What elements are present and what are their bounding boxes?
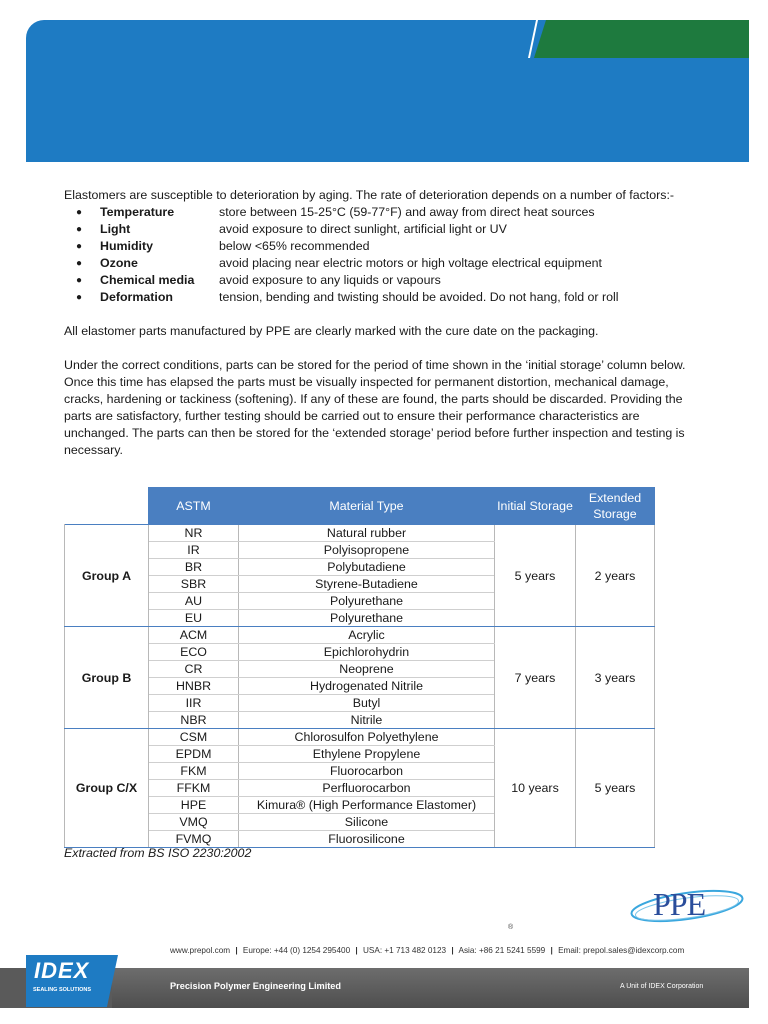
marking-paragraph: All elastomer parts manufactured by PPE are clearly marked with the cure date on the packaging. xyxy=(64,324,599,338)
idex-logo-subtitle: SEALING SOLUTIONS xyxy=(33,987,92,993)
astm-code: CSM xyxy=(149,729,239,746)
material-type: Fluorosilicone xyxy=(239,831,495,848)
factor-name: Temperature xyxy=(100,205,175,219)
astm-code: AU xyxy=(149,593,239,610)
storage-paragraph: Under the correct conditions, parts can be stored for the period of time shown in the ‘initial storage’ column below. Once this time has elapsed the parts must be visually inspected for permanent distortion, mechanical damage, cracks, hardening or tackiness (softening). If any of these are found, the parts should be discarded. Providing the parts are satisfactory, further testing should be carried out to ensure their performance characteristics are unchanged. The parts can then be stored for the ‘extended storage’ period before further inspection and testing is necessary. xyxy=(64,358,686,457)
astm-code: NBR xyxy=(149,712,239,729)
group-label: Group B xyxy=(65,627,149,729)
group-label: Group C/X xyxy=(65,729,149,848)
astm-code: BR xyxy=(149,559,239,576)
bullet-icon: ● xyxy=(76,275,83,286)
factor-name: Ozone xyxy=(100,256,138,270)
initial-storage: 5 years xyxy=(495,525,576,627)
astm-code: FFKM xyxy=(149,780,239,797)
astm-code: VMQ xyxy=(149,814,239,831)
material-type: Fluorocarbon xyxy=(239,763,495,780)
extended-storage: 2 years xyxy=(576,525,655,627)
factor-name: Humidity xyxy=(100,239,154,253)
contact-europe: Europe: +44 (0) 1254 295400 xyxy=(242,946,351,955)
table-caption: Extracted from BS ISO 2230:2002 xyxy=(64,846,252,860)
material-type: Acrylic xyxy=(239,627,495,644)
header-green-tab xyxy=(534,20,749,58)
material-type: Chlorosulfon Polyethylene xyxy=(239,729,495,746)
contact-email[interactable]: Email: prepol.sales@idexcorp.com xyxy=(558,946,685,955)
material-type: Epichlorohydrin xyxy=(239,644,495,661)
factor-description: store between 15-25°C (59-77°F) and away from direct heat sources xyxy=(219,205,595,219)
astm-code: CR xyxy=(149,661,239,678)
footer-company-name: Precision Polymer Engineering Limited xyxy=(170,981,342,991)
initial-storage: 10 years xyxy=(495,729,576,848)
material-type: Polyurethane xyxy=(239,610,495,627)
material-type: Kimura® (High Performance Elastomer) xyxy=(239,797,495,814)
astm-code: IIR xyxy=(149,695,239,712)
material-type: Neoprene xyxy=(239,661,495,678)
footer-unit-note: A Unit of IDEX Corporation xyxy=(620,983,704,990)
astm-code: NR xyxy=(149,525,239,542)
material-type: Natural rubber xyxy=(239,525,495,542)
storage-table xyxy=(64,487,655,848)
bullet-icon: ● xyxy=(76,258,83,269)
factor-item xyxy=(64,255,704,272)
contact-asia: Asia: +86 21 5241 5599 xyxy=(458,946,546,955)
astm-code: ECO xyxy=(149,644,239,661)
factor-name: Chemical media xyxy=(100,273,195,287)
registered-mark: ® xyxy=(508,924,514,931)
material-type: Ethylene Propylene xyxy=(239,746,495,763)
astm-code: EU xyxy=(149,610,239,627)
factor-name: Light xyxy=(100,222,131,236)
astm-code: SBR xyxy=(149,576,239,593)
astm-code: FVMQ xyxy=(149,831,239,848)
contact-usa: USA: +1 713 482 0123 xyxy=(363,946,447,955)
astm-code: FKM xyxy=(149,763,239,780)
astm-code: HNBR xyxy=(149,678,239,695)
ppe-logo-text: PPE xyxy=(653,886,706,922)
table-header-row xyxy=(65,488,655,525)
bullet-icon: ● xyxy=(76,224,83,235)
astm-code: HPE xyxy=(149,797,239,814)
table-row xyxy=(65,627,655,644)
astm-code: EPDM xyxy=(149,746,239,763)
factor-description: avoid exposure to any liquids or vapours xyxy=(219,273,441,287)
astm-code: ACM xyxy=(149,627,239,644)
material-type: Hydrogenated Nitrile xyxy=(239,678,495,695)
bullet-icon: ● xyxy=(76,241,83,252)
idex-logo-text: IDEX xyxy=(34,958,90,983)
material-type: Silicone xyxy=(239,814,495,831)
group-label: Group A xyxy=(65,525,149,627)
header-extended: Extended Storage xyxy=(576,488,655,525)
material-type: Polyisopropene xyxy=(239,542,495,559)
table-row xyxy=(65,729,655,746)
factor-item xyxy=(64,272,704,289)
header-spacer xyxy=(65,488,149,525)
header-material: Material Type xyxy=(239,488,495,525)
header-astm: ASTM xyxy=(149,488,239,525)
factor-description: below <65% recommended xyxy=(219,239,370,253)
contact-bar: www.prepol.com | Europe: +44 (0) 1254 295400 | USA: +1 713 482 0123 | Asia: +86 21 5241 5599 | Email: prepol.sales@idexcorp.com xyxy=(170,946,685,955)
astm-code: IR xyxy=(149,542,239,559)
material-type: Butyl xyxy=(239,695,495,712)
material-type: Perfluorocarbon xyxy=(239,780,495,797)
header-initial: Initial Storage xyxy=(495,488,576,525)
factor-name: Deformation xyxy=(100,290,173,304)
extended-storage: 3 years xyxy=(576,627,655,729)
material-type: Nitrile xyxy=(239,712,495,729)
factor-description: tension, bending and twisting should be avoided. Do not hang, fold or roll xyxy=(219,290,619,304)
initial-storage: 7 years xyxy=(495,627,576,729)
material-type: Polybutadiene xyxy=(239,559,495,576)
bullet-icon: ● xyxy=(76,207,83,218)
table-row xyxy=(65,525,655,542)
factor-item xyxy=(64,221,704,238)
contact-web[interactable]: www.prepol.com xyxy=(170,946,231,955)
factor-description: avoid exposure to direct sunlight, artificial light or UV xyxy=(219,222,507,236)
factor-item xyxy=(64,204,704,221)
factor-list xyxy=(64,204,704,306)
factor-item xyxy=(64,238,704,255)
material-type: Styrene-Butadiene xyxy=(239,576,495,593)
factor-description: avoid placing near electric motors or high voltage electrical equipment xyxy=(219,256,602,270)
factor-item xyxy=(64,289,704,306)
extended-storage: 5 years xyxy=(576,729,655,848)
bullet-icon: ● xyxy=(76,292,83,303)
material-type: Polyurethane xyxy=(239,593,495,610)
intro-paragraph: Elastomers are susceptible to deterioration by aging. The rate of deterioration depends on a number of factors:- xyxy=(64,188,675,202)
body-content xyxy=(64,187,704,459)
